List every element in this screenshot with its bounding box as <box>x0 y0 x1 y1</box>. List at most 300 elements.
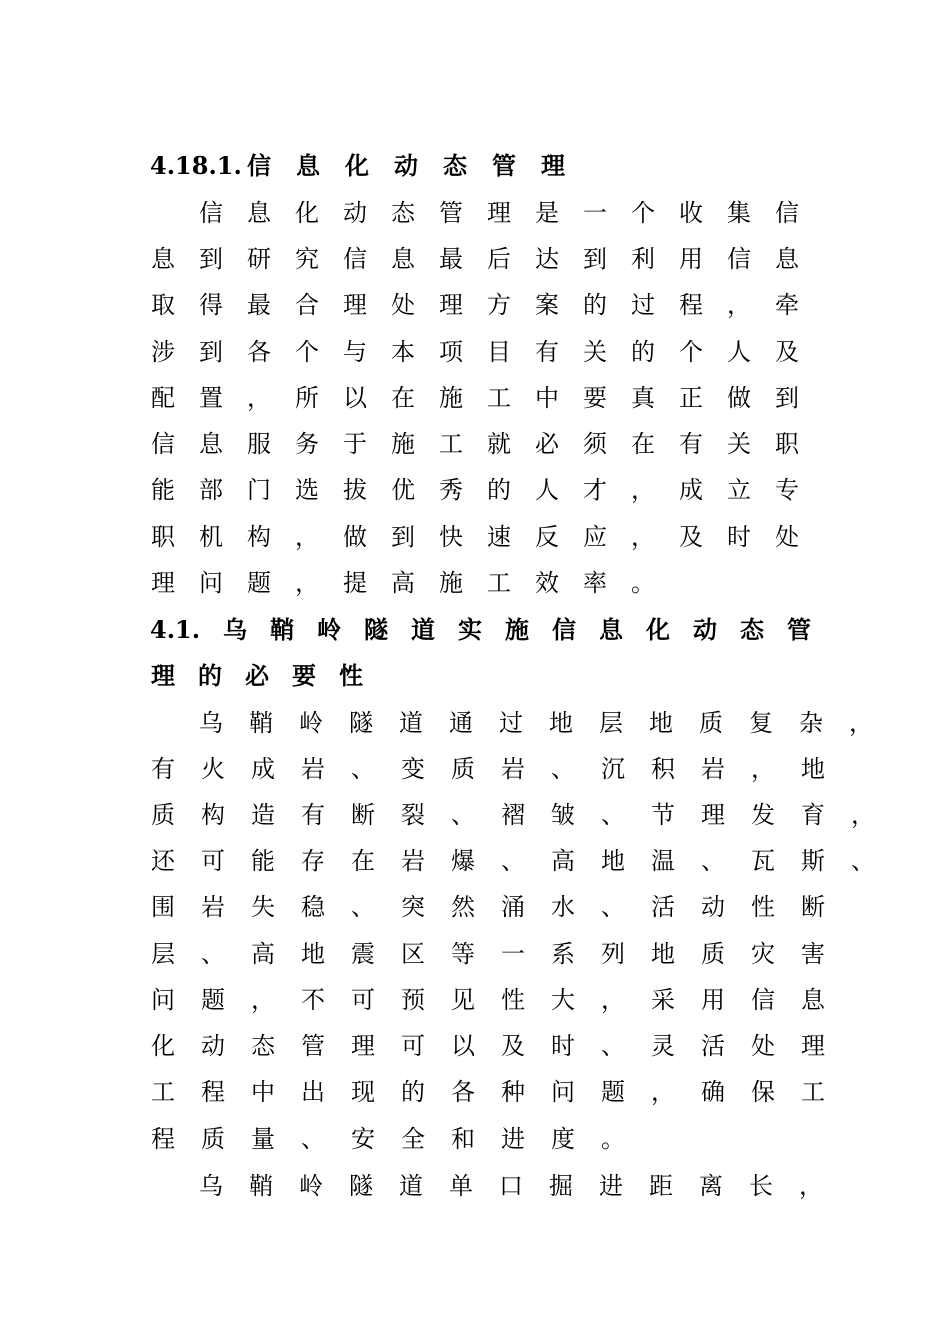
text-char: 在 <box>631 430 655 458</box>
text-char: 道 <box>399 1172 423 1200</box>
text-char: 及 <box>775 338 799 366</box>
text-char: 的 <box>198 661 222 690</box>
text-char: 地 <box>301 940 325 968</box>
text-char: 有 <box>151 755 175 783</box>
text-char: 管 <box>301 1032 325 1060</box>
text-char: 以 <box>451 1032 475 1060</box>
text-char: 问 <box>551 1078 575 1106</box>
text-char: 以 <box>343 384 367 412</box>
text-char: 失 <box>251 893 275 921</box>
text-char: 各 <box>451 1078 475 1106</box>
text-char: 造 <box>251 801 275 829</box>
text-char: 能 <box>251 847 275 875</box>
text-char: 用 <box>701 986 725 1014</box>
text-char: ， <box>849 709 873 737</box>
text-char: ， <box>727 291 751 319</box>
text-char: 人 <box>535 476 559 504</box>
text-char: 与 <box>343 338 367 366</box>
text-char: 反 <box>535 523 559 551</box>
text-char: 处 <box>751 1032 775 1060</box>
section-number: 4.1. <box>150 615 201 644</box>
text-char: 本 <box>391 338 415 366</box>
text-char: 处 <box>775 523 799 551</box>
text-char: 动 <box>343 199 367 227</box>
text-char: 实 <box>458 615 482 644</box>
text-char: 信 <box>151 430 175 458</box>
text-char: 系 <box>551 940 575 968</box>
text-char: 项 <box>439 338 463 366</box>
text-char: 是 <box>535 199 559 227</box>
text-char: 中 <box>535 384 559 412</box>
text-char: 通 <box>449 709 473 737</box>
text-char: 地 <box>601 847 625 875</box>
text-char: 才 <box>583 476 607 504</box>
text-char: 口 <box>499 1172 523 1200</box>
text-char: 列 <box>601 940 625 968</box>
text-char: 时 <box>551 1032 575 1060</box>
text-char: 理 <box>151 569 175 597</box>
text-char: 服 <box>247 430 271 458</box>
text-char: 及 <box>679 523 703 551</box>
text-char: 部 <box>199 476 223 504</box>
text-char: 提 <box>343 569 367 597</box>
text-char: 后 <box>487 245 511 273</box>
text-char: 快 <box>439 523 463 551</box>
text-char: 积 <box>651 755 675 783</box>
text-char: 地 <box>549 709 573 737</box>
text-char: 道 <box>399 709 423 737</box>
text-char: 区 <box>401 940 425 968</box>
text-char: 的 <box>487 476 511 504</box>
text-char: 有 <box>535 338 559 366</box>
text-char: 优 <box>391 476 415 504</box>
text-char: 保 <box>751 1078 775 1106</box>
text-char: 质 <box>701 940 725 968</box>
text-char: 用 <box>679 245 703 273</box>
text-char: 地 <box>801 755 825 783</box>
text-char: 到 <box>775 384 799 412</box>
text-char: 管 <box>787 615 811 644</box>
text-char: 质 <box>451 755 475 783</box>
text-char: 息 <box>801 986 825 1014</box>
text-char: 管 <box>439 199 463 227</box>
text-char: 态 <box>391 199 415 227</box>
text-char: 化 <box>646 615 670 644</box>
text-char: 动 <box>701 893 725 921</box>
text-char: 拔 <box>343 476 367 504</box>
text-char: 鞘 <box>249 709 273 737</box>
text-char: 火 <box>201 755 225 783</box>
text-char: 、 <box>601 1032 625 1060</box>
text-char: 突 <box>401 893 425 921</box>
text-char: 于 <box>343 430 367 458</box>
text-char: 理 <box>801 1032 825 1060</box>
text-char: 灾 <box>751 940 775 968</box>
text-char: 和 <box>451 1125 475 1153</box>
text-char: 就 <box>487 430 511 458</box>
text-char: 务 <box>295 430 319 458</box>
text-char: 理 <box>343 291 367 319</box>
text-char: 爆 <box>451 847 475 875</box>
text-char: 所 <box>295 384 319 412</box>
text-char: 目 <box>487 338 511 366</box>
text-char: 皱 <box>551 801 575 829</box>
text-char: 质 <box>699 709 723 737</box>
text-char: 鞘 <box>249 1172 273 1200</box>
text-char: 掘 <box>549 1172 573 1200</box>
text-char: 职 <box>775 430 799 458</box>
text-char: 个 <box>295 338 319 366</box>
text-char: 长 <box>749 1172 773 1200</box>
text-char: 性 <box>501 986 525 1014</box>
text-char: 利 <box>631 245 655 273</box>
text-char: 要 <box>292 661 316 690</box>
text-char: 全 <box>401 1125 425 1153</box>
text-char: 机 <box>199 523 223 551</box>
text-char: 构 <box>201 801 225 829</box>
text-char: 化 <box>345 151 369 180</box>
text-char: 涌 <box>501 893 525 921</box>
text-char: 在 <box>351 847 375 875</box>
text-char: 个 <box>631 199 655 227</box>
text-char: 态 <box>251 1032 275 1060</box>
text-char: 。 <box>631 569 655 597</box>
text-char: 效 <box>535 569 559 597</box>
text-char: 活 <box>651 893 675 921</box>
text-char: 成 <box>679 476 703 504</box>
text-char: 题 <box>601 1078 625 1106</box>
text-char: 岩 <box>401 847 425 875</box>
text-char: 理 <box>151 661 175 690</box>
text-char: 震 <box>351 940 375 968</box>
text-char: 信 <box>552 615 576 644</box>
text-char: 程 <box>679 291 703 319</box>
text-char: 化 <box>295 199 319 227</box>
text-char: 活 <box>701 1032 725 1060</box>
text-char: 高 <box>391 569 415 597</box>
text-char: 处 <box>391 291 415 319</box>
text-char: 理 <box>701 801 725 829</box>
text-char: 及 <box>501 1032 525 1060</box>
text-char: 隧 <box>349 1172 373 1200</box>
text-char: 信 <box>247 151 271 180</box>
text-char: 、 <box>301 1125 325 1153</box>
text-char: 集 <box>727 199 751 227</box>
text-char: ， <box>751 755 775 783</box>
text-char: 息 <box>296 151 320 180</box>
text-char: 、 <box>201 940 225 968</box>
text-char: 一 <box>501 940 525 968</box>
text-char: 度 <box>551 1125 575 1153</box>
text-char: 最 <box>247 291 271 319</box>
text-char: 动 <box>201 1032 225 1060</box>
text-char: 得 <box>199 291 223 319</box>
text-char: 理 <box>439 291 463 319</box>
text-char: ， <box>251 986 275 1014</box>
text-char: 、 <box>351 893 375 921</box>
text-char: 到 <box>391 523 415 551</box>
text-char: 真 <box>631 384 655 412</box>
text-char: 性 <box>339 661 363 690</box>
text-char: 、 <box>501 847 525 875</box>
text-char: 关 <box>727 430 751 458</box>
text-char: 工 <box>151 1078 175 1106</box>
text-char: 出 <box>301 1078 325 1106</box>
text-char: 进 <box>501 1125 525 1153</box>
text-char: 高 <box>551 847 575 875</box>
text-char: 量 <box>251 1125 275 1153</box>
text-char: 动 <box>693 615 717 644</box>
text-char: 理 <box>487 199 511 227</box>
text-char: 成 <box>251 755 275 783</box>
text-char: 、 <box>601 893 625 921</box>
text-char: 立 <box>727 476 751 504</box>
text-char: 取 <box>151 291 175 319</box>
text-char: 大 <box>551 986 575 1014</box>
text-char: 施 <box>439 384 463 412</box>
text-char: 须 <box>583 430 607 458</box>
text-char: 配 <box>151 384 175 412</box>
text-char: 乌 <box>199 709 223 737</box>
text-char: 高 <box>251 940 275 968</box>
text-char: 理 <box>541 151 565 180</box>
text-char: 岩 <box>201 893 225 921</box>
text-char: 态 <box>443 151 467 180</box>
text-char: 率 <box>583 569 607 597</box>
text-char: 息 <box>247 199 271 227</box>
text-char: 种 <box>501 1078 525 1106</box>
text-char: 稳 <box>301 893 325 921</box>
text-char: ， <box>651 1078 675 1106</box>
text-char: 岭 <box>317 615 341 644</box>
text-char: 裂 <box>401 801 425 829</box>
text-char: 化 <box>151 1032 175 1060</box>
text-char: 到 <box>199 245 223 273</box>
text-char: 乌 <box>223 615 247 644</box>
text-char: 正 <box>679 384 703 412</box>
text-char: 问 <box>151 986 175 1014</box>
text-char: 育 <box>801 801 825 829</box>
text-char: 复 <box>749 709 773 737</box>
text-char: 质 <box>201 1125 225 1153</box>
text-char: 秀 <box>439 476 463 504</box>
text-char: 可 <box>401 1032 425 1060</box>
text-char: 个 <box>679 338 703 366</box>
text-char: 岩 <box>501 755 525 783</box>
text-char: 题 <box>247 569 271 597</box>
text-char: 乌 <box>199 1172 223 1200</box>
text-char: 信 <box>343 245 367 273</box>
text-char: 可 <box>201 847 225 875</box>
text-char: 要 <box>583 384 607 412</box>
text-char: 达 <box>535 245 559 273</box>
text-char: 能 <box>151 476 175 504</box>
text-char: 发 <box>751 801 775 829</box>
text-char: 确 <box>701 1078 725 1106</box>
text-char: 。 <box>601 1125 625 1153</box>
text-char: 、 <box>851 847 875 875</box>
text-char: 预 <box>401 986 425 1014</box>
text-char: 还 <box>151 847 175 875</box>
text-char: 、 <box>351 755 375 783</box>
text-char: 进 <box>599 1172 623 1200</box>
text-char: 隧 <box>364 615 388 644</box>
text-char: 置 <box>199 384 223 412</box>
text-char: 一 <box>583 199 607 227</box>
text-char: 、 <box>601 801 625 829</box>
text-char: 岩 <box>301 755 325 783</box>
text-char: ， <box>799 1172 823 1200</box>
text-char: 案 <box>535 291 559 319</box>
text-char: 信 <box>751 986 775 1014</box>
text-char: 题 <box>201 986 225 1014</box>
text-char: ， <box>295 569 319 597</box>
text-char: 等 <box>451 940 475 968</box>
text-char: 管 <box>492 151 516 180</box>
text-char: 质 <box>151 801 175 829</box>
text-char: 人 <box>727 338 751 366</box>
text-char: 施 <box>391 430 415 458</box>
text-char: 采 <box>651 986 675 1014</box>
text-char: ， <box>601 986 625 1014</box>
text-char: 地 <box>649 709 673 737</box>
text-char: 的 <box>583 291 607 319</box>
text-char: 灵 <box>651 1032 675 1060</box>
text-char: 围 <box>151 893 175 921</box>
text-char: 存 <box>301 847 325 875</box>
text-char: 施 <box>505 615 529 644</box>
text-char: 速 <box>487 523 511 551</box>
text-char: 工 <box>487 384 511 412</box>
text-char: 时 <box>727 523 751 551</box>
text-char: 鞘 <box>270 615 294 644</box>
text-char: 杂 <box>799 709 823 737</box>
text-char: 断 <box>801 893 825 921</box>
text-char: 收 <box>679 199 703 227</box>
text-char: 在 <box>391 384 415 412</box>
text-char: 涉 <box>151 338 175 366</box>
text-char: 有 <box>301 801 325 829</box>
text-char: ， <box>631 476 655 504</box>
text-char: 必 <box>245 661 269 690</box>
text-char: 然 <box>451 893 475 921</box>
text-char: 牵 <box>775 291 799 319</box>
text-char: 过 <box>499 709 523 737</box>
section-number: 4.18.1. <box>150 151 242 180</box>
text-char: 各 <box>247 338 271 366</box>
text-char: 工 <box>801 1078 825 1106</box>
text-char: 安 <box>351 1125 375 1153</box>
text-char: 程 <box>151 1125 175 1153</box>
text-char: ， <box>295 523 319 551</box>
text-char: 选 <box>295 476 319 504</box>
text-char: 有 <box>679 430 703 458</box>
text-char: 理 <box>351 1032 375 1060</box>
text-char: 温 <box>651 847 675 875</box>
text-char: 工 <box>439 430 463 458</box>
text-char: 的 <box>401 1078 425 1106</box>
text-char: 职 <box>151 523 175 551</box>
text-char: 信 <box>775 199 799 227</box>
text-char: 动 <box>394 151 418 180</box>
text-char: 断 <box>351 801 375 829</box>
text-char: 见 <box>451 986 475 1014</box>
text-char: 做 <box>343 523 367 551</box>
text-char: 息 <box>199 430 223 458</box>
text-char: 害 <box>801 940 825 968</box>
text-char: 过 <box>631 291 655 319</box>
text-char: 层 <box>599 709 623 737</box>
text-char: 变 <box>401 755 425 783</box>
text-char: 隧 <box>349 709 373 737</box>
text-char: 、 <box>551 755 575 783</box>
text-char: ， <box>851 801 875 829</box>
text-char: ， <box>631 523 655 551</box>
text-char: 息 <box>599 615 623 644</box>
text-char: 瓦 <box>751 847 775 875</box>
text-char: 问 <box>199 569 223 597</box>
text-char: 的 <box>631 338 655 366</box>
text-char: 岭 <box>299 709 323 737</box>
text-char: 方 <box>487 291 511 319</box>
text-char: 沉 <box>601 755 625 783</box>
text-char: 单 <box>449 1172 473 1200</box>
text-char: 、 <box>451 801 475 829</box>
text-char: 距 <box>649 1172 673 1200</box>
text-char: 合 <box>295 291 319 319</box>
text-char: 、 <box>701 847 725 875</box>
text-char: 离 <box>699 1172 723 1200</box>
text-char: 信 <box>199 199 223 227</box>
text-char: 施 <box>439 569 463 597</box>
text-char: 研 <box>247 245 271 273</box>
text-char: 不 <box>301 986 325 1014</box>
text-char: 最 <box>439 245 463 273</box>
text-char: 节 <box>651 801 675 829</box>
text-char: 必 <box>535 430 559 458</box>
text-char: 程 <box>201 1078 225 1106</box>
text-char: 褶 <box>501 801 525 829</box>
text-char: 岩 <box>701 755 725 783</box>
text-char: 性 <box>751 893 775 921</box>
text-char: 地 <box>651 940 675 968</box>
text-char: 专 <box>775 476 799 504</box>
text-char: 到 <box>199 338 223 366</box>
text-char: 道 <box>411 615 435 644</box>
text-char: 态 <box>740 615 764 644</box>
text-char: 工 <box>487 569 511 597</box>
text-char: 中 <box>251 1078 275 1106</box>
text-char: 关 <box>583 338 607 366</box>
text-char: 息 <box>151 245 175 273</box>
text-char: 息 <box>391 245 415 273</box>
text-char: 构 <box>247 523 271 551</box>
text-char: 信 <box>727 245 751 273</box>
text-char: 究 <box>295 245 319 273</box>
text-char: 门 <box>247 476 271 504</box>
text-char: ， <box>247 384 271 412</box>
text-char: 水 <box>551 893 575 921</box>
text-char: 可 <box>351 986 375 1014</box>
text-char: 息 <box>775 245 799 273</box>
text-char: 现 <box>351 1078 375 1106</box>
text-char: 岭 <box>299 1172 323 1200</box>
text-char: 层 <box>151 940 175 968</box>
text-char: 斯 <box>801 847 825 875</box>
text-char: 应 <box>583 523 607 551</box>
text-char: 到 <box>583 245 607 273</box>
text-char: 做 <box>727 384 751 412</box>
